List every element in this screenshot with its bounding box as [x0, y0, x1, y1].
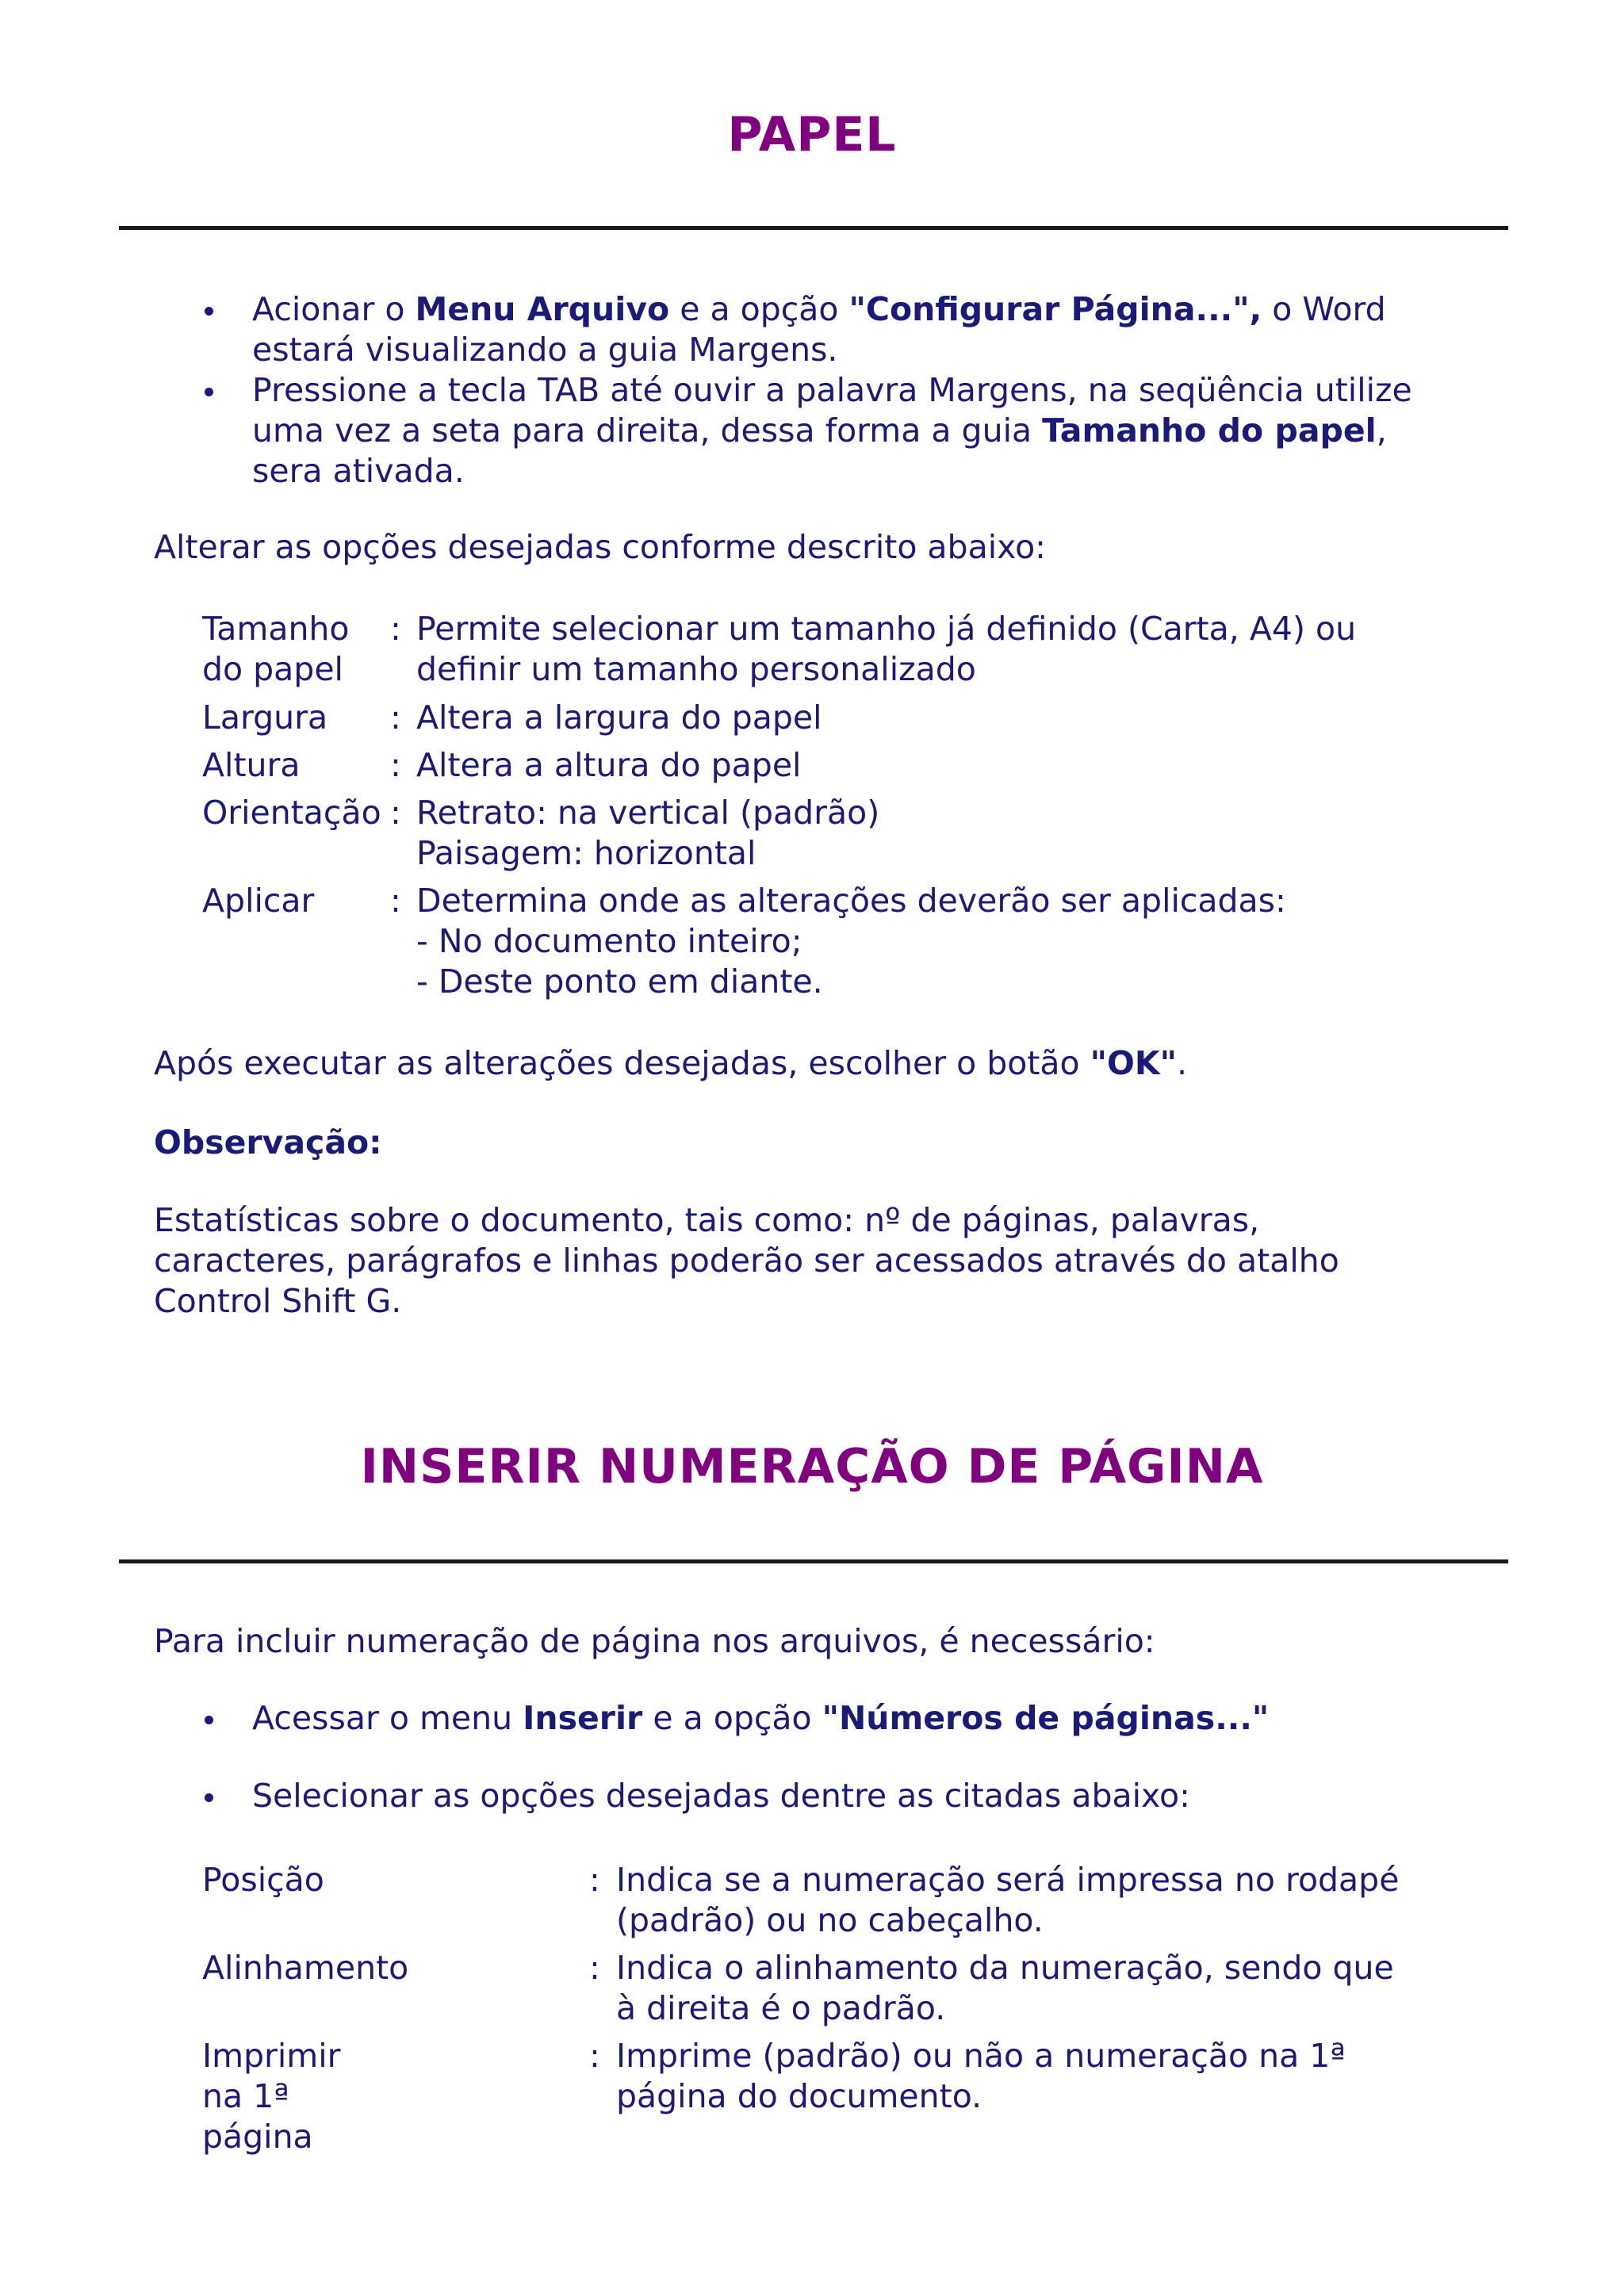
definition-colon: :	[390, 882, 401, 920]
numeracao-bullet-list	[205, 1698, 1473, 1739]
definition-description: Determina onde as alterações deverão ser aplicadas: - No documento inteiro; - Deste ponto em diante.	[416, 882, 1286, 1001]
papel-bullet-list	[205, 289, 1473, 492]
definition-description: Indica se a numeração será impressa no rodapé (padrão) ou no cabeçalho.	[616, 1861, 1400, 1939]
note-label: Observação:	[154, 1123, 382, 1161]
definition-colon: :	[390, 698, 401, 737]
list-item	[205, 370, 1473, 492]
definition-term: Alinhamento	[202, 1949, 409, 1987]
bullet-line: Acionar o Menu Arquivo e a opção "Configurar Página...", o Word	[252, 290, 1386, 328]
papel-intro: Alterar as opções desejadas conforme descrito abaixo:	[154, 528, 1046, 566]
bullet-icon	[205, 1716, 213, 1724]
bullet-icon	[205, 307, 213, 316]
definition-description: Retrato: na vertical (padrão) Paisagem: horizontal	[416, 794, 880, 872]
papel-after-text: Após executar as alterações desejadas, escolher o botão "OK".	[154, 1044, 1188, 1082]
bullet-line: estará visualizando a guia Margens.	[252, 331, 838, 369]
bullet-line: Acessar o menu Inserir e a opção "Números de páginas..."	[252, 1699, 1270, 1737]
numeracao-bullet-list-2	[205, 1776, 1473, 1816]
definition-colon: :	[390, 746, 401, 784]
note-text: Estatísticas sobre o documento, tais como: nº de páginas, palavras, caracteres, parágrafos e linhas poderão ser acessados através do atalho Control Shift G.	[154, 1201, 1339, 1320]
bullet-line: sera ativada.	[252, 452, 465, 490]
definition-description: Altera a altura do papel	[416, 746, 802, 784]
title-divider	[119, 226, 1508, 230]
definition-colon: :	[589, 2037, 600, 2075]
definition-term: Altura	[202, 746, 301, 784]
bullet-line: Pressione a tecla TAB até ouvir a palavra Margens, na seqüência utilize	[252, 371, 1412, 409]
definition-description: Imprime (padrão) ou não a numeração na 1ª página do documento.	[616, 2037, 1346, 2115]
definition-term: Tamanho do papel	[202, 610, 350, 688]
definition-term: Aplicar	[202, 882, 315, 920]
definition-colon: :	[390, 794, 401, 832]
definition-colon: :	[589, 1949, 600, 1987]
list-item	[205, 1776, 1473, 1816]
definition-colon: :	[589, 1861, 600, 1899]
definition-term: Largura	[202, 698, 328, 737]
definition-term: Posição	[202, 1861, 324, 1899]
bullet-icon	[205, 388, 213, 396]
numeracao-intro: Para incluir numeração de página nos arquivos, é necessário:	[154, 1622, 1155, 1660]
definition-term: Orientação	[202, 794, 381, 832]
definition-description: Indica o alinhamento da numeração, sendo que à direita é o padrão.	[616, 1949, 1394, 2027]
section-title-numeracao: INSERIR NUMERAÇÃO DE PÁGINA	[360, 1439, 1264, 1494]
definition-colon: :	[390, 610, 401, 648]
bullet-line: uma vez a seta para direita, dessa forma a guia Tamanho do papel,	[252, 411, 1387, 450]
section-title-papel: PAPEL	[727, 107, 897, 163]
definition-description: Permite selecionar um tamanho já definido (Carta, A4) ou definir um tamanho personalizado	[416, 610, 1357, 688]
definition-description: Altera a largura do papel	[416, 698, 822, 737]
title-divider	[119, 1559, 1508, 1563]
definition-term: Imprimir na 1ª página	[202, 2037, 341, 2156]
bullet-icon	[205, 1793, 213, 1802]
list-item	[205, 289, 1473, 370]
bullet-line: Selecionar as opções desejadas dentre as citadas abaixo:	[252, 1777, 1190, 1815]
list-item	[205, 1698, 1473, 1739]
